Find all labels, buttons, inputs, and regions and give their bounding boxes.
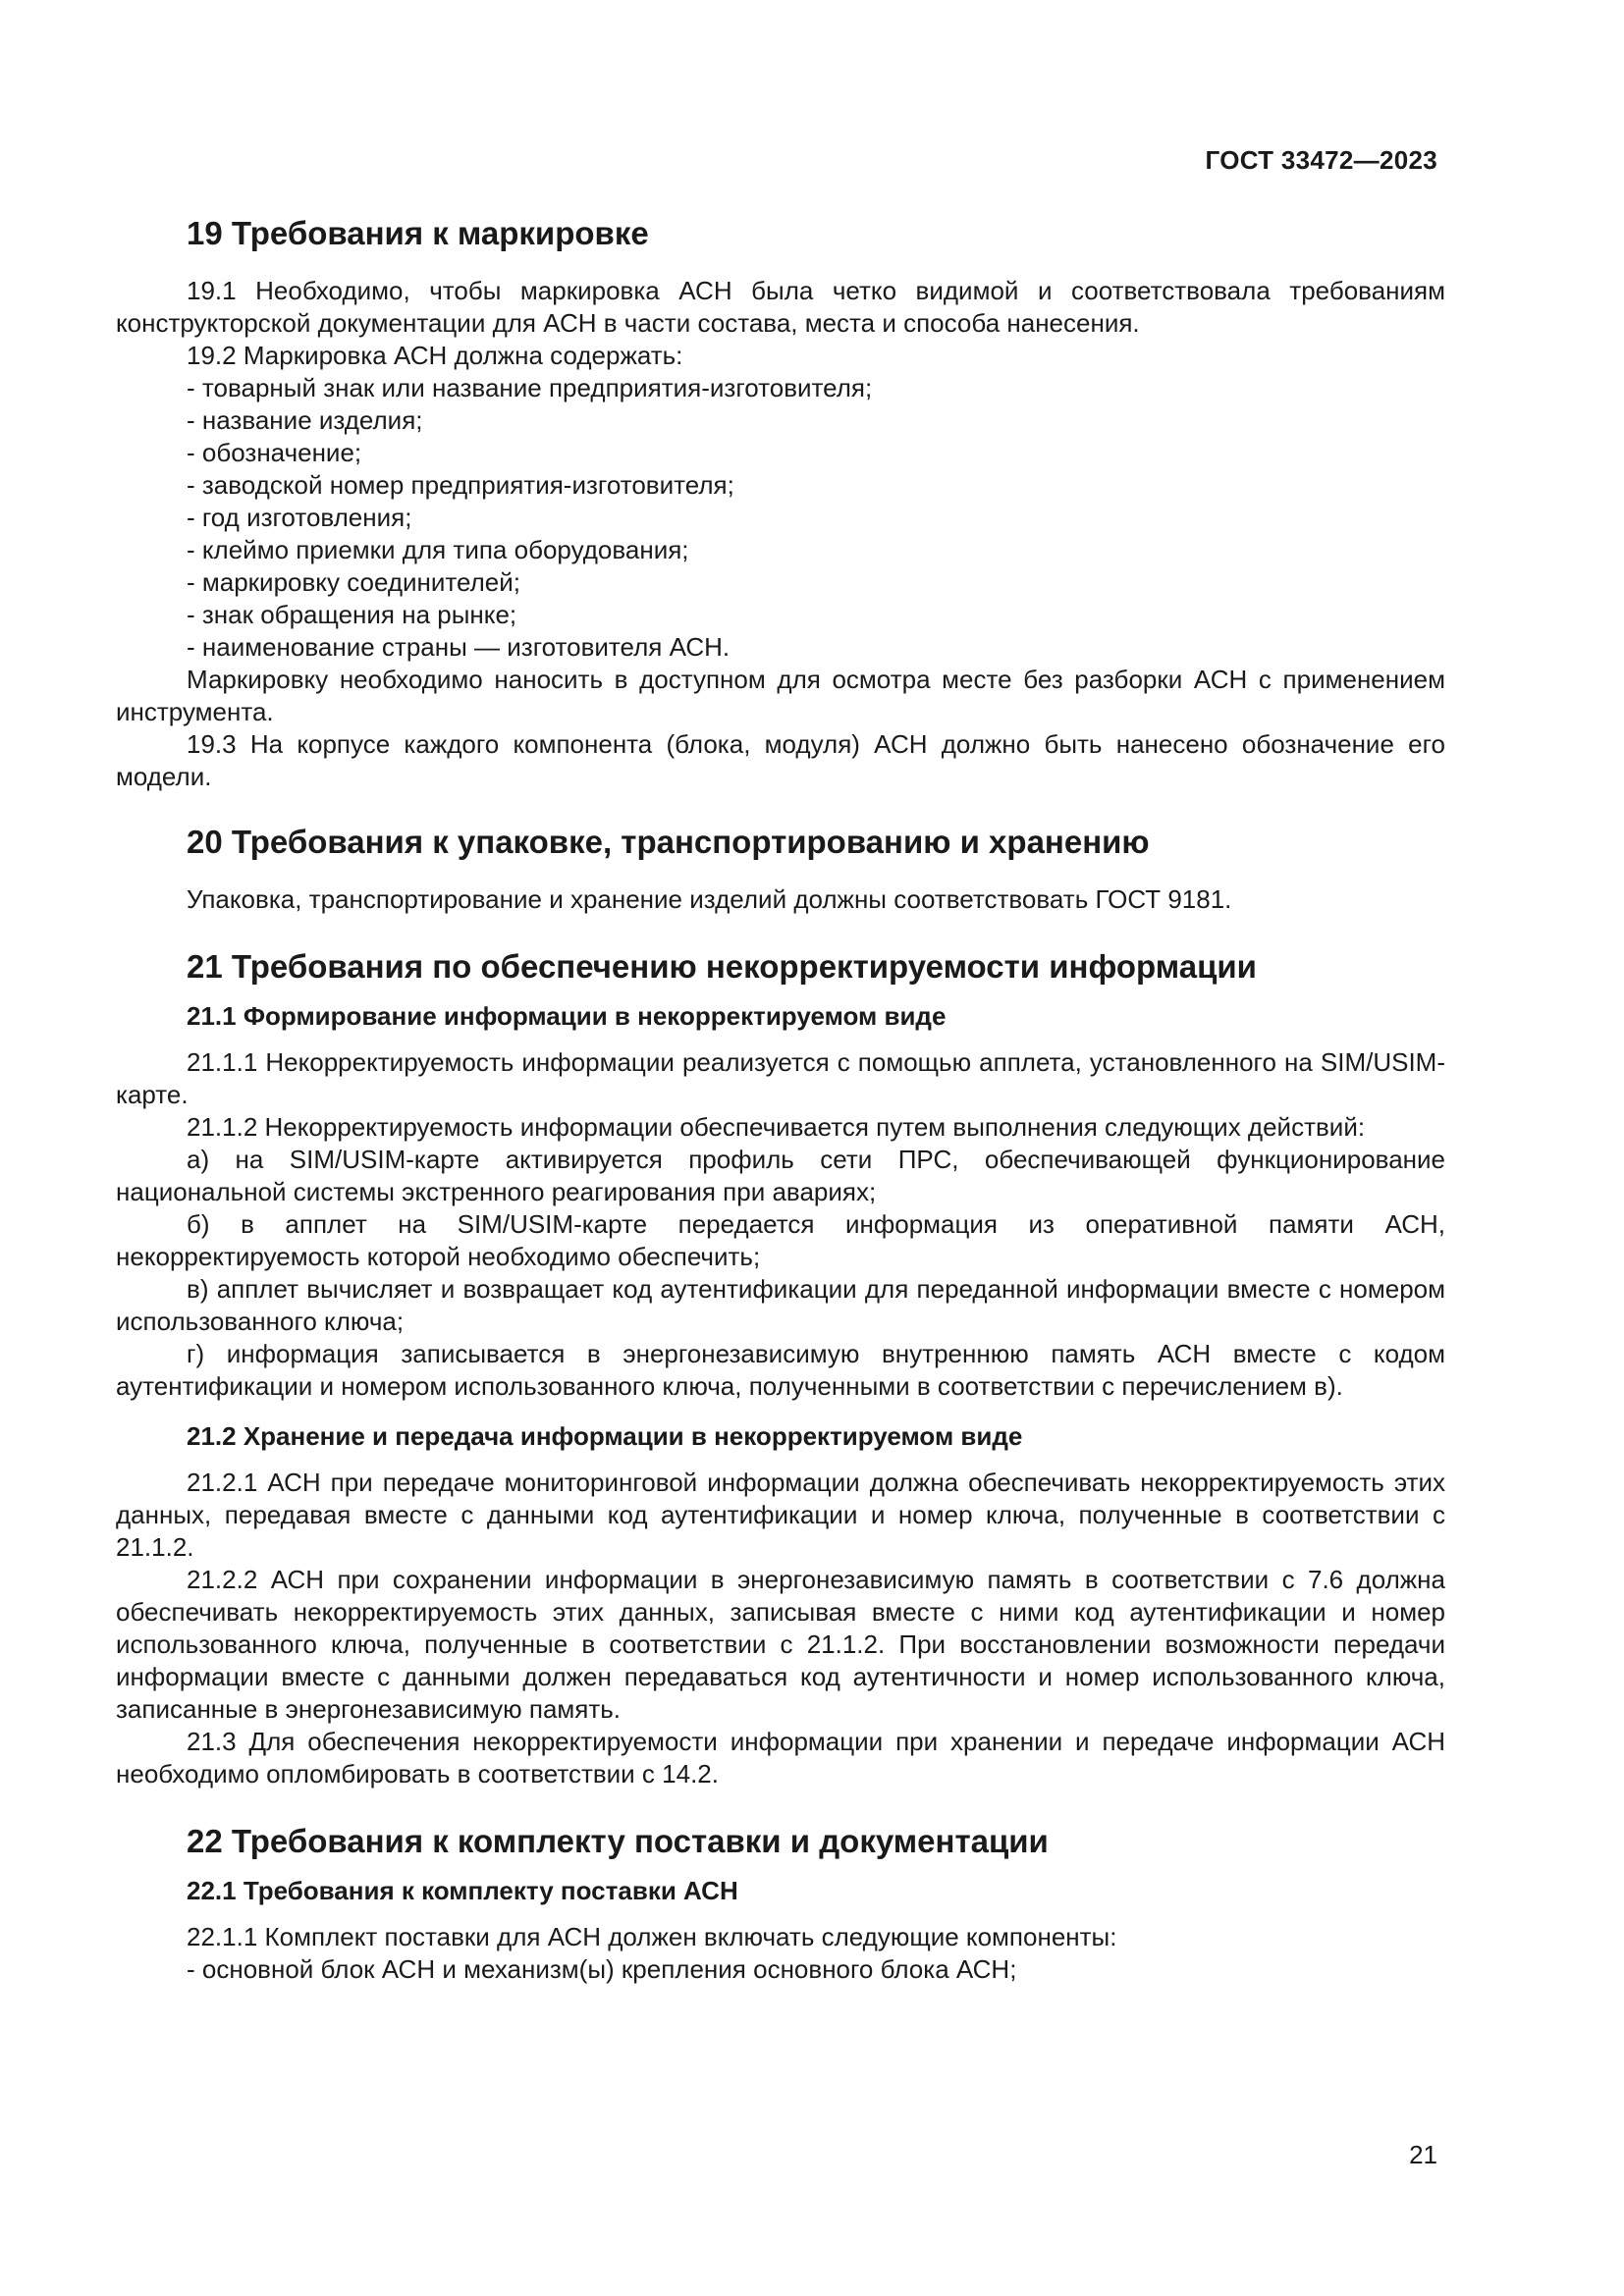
paragraph-21-1-2-v: в) апплет вычисляет и возвращает код аутентификации для переданной информации вместе с номером использованного ключа;: [116, 1274, 1445, 1336]
section-22-title: 22 Требования к комплекту поставки и документации: [187, 1823, 1049, 1859]
paragraph-19-1: 19.1 Необходимо, чтобы маркировка АСН была четко видимой и соответствовала требованиям конструкторской документации для АСН в части состава, места и способа нанесения.: [116, 276, 1445, 338]
list-item: - знак обращения на рынке;: [187, 600, 517, 629]
paragraph-21-2-2: 21.2.2 АСН при сохранении информации в энергонезависимую память в соответствии с 7.6 должна обеспечивать некорректируемость этих данных, записывая вместе с ними код аутентификации и номер использованного ключа, полученные в соответствии с 21.1.2. При восстановлении возможности передачи информации вместе с данными должен передаваться код аутентичности и номер использованного ключа, записанные в энергонезависимую память.: [116, 1565, 1445, 1724]
paragraph-21-1-2-a: а) на SIM/USIM-карте активируется профиль сети ПРС, обеспечивающей функционирование национальной системы экстренного реагирования при авариях;: [116, 1145, 1445, 1206]
paragraph-21-2-1: 21.2.1 АСН при передаче мониторинговой информации должна обеспечивать некорректируемость этих данных, передавая вместе с данными код аутентификации и номер ключа, полученные в соответствии с 21.1.2.: [116, 1468, 1445, 1562]
page-number: 21: [1409, 2140, 1437, 2169]
paragraph-21-1-2-b: б) в апплет на SIM/USIM-карте передается информация из оперативной памяти АСН, некорректируемость которой необходимо обеспечить;: [116, 1209, 1445, 1271]
section-20-title: 20 Требования к упаковке, транспортированию и хранению: [187, 824, 1150, 860]
list-item: - товарный знак или название предприятия-изготовителя;: [187, 373, 873, 402]
paragraph-21-1-2: 21.1.2 Некорректируемость информации обеспечивается путем выполнения следующих действий:: [187, 1112, 1366, 1142]
document-body: [116, 214, 1445, 1986]
list-item: - год изготовления;: [187, 503, 412, 532]
list-item: - название изделия;: [187, 405, 423, 435]
subsection-21-2-title: 21.2 Хранение и передача информации в некорректируемом виде: [187, 1421, 1023, 1451]
paragraph-21-1-1: 21.1.1 Некорректируемость информации реализуется с помощью апплета, установленного на SIM/USIM-карте.: [116, 1047, 1445, 1109]
subsection-21-1-title: 21.1 Формирование информации в некорректируемом виде: [187, 1001, 947, 1031]
section-19-title: 19 Требования к маркировке: [187, 215, 649, 251]
paragraph-21-3: 21.3 Для обеспечения некорректируемости информации при хранении и передаче информации АСН необходимо опломбировать в соответствии с 14.2.: [116, 1727, 1445, 1789]
subsection-22-1-title: 22.1 Требования к комплекту поставки АСН: [187, 1876, 738, 1905]
list-item: - заводской номер предприятия-изготовителя;: [187, 470, 734, 500]
paragraph-19-2-note: Маркировку необходимо наносить в доступном для осмотра месте без разборки АСН с применением инструмента.: [116, 665, 1445, 726]
section-21-title: 21 Требования по обеспечению некорректируемости информации: [187, 948, 1257, 985]
paragraph-21-1-2-g: г) информация записывается в энергонезависимую внутреннюю память АСН вместе с кодом аутентификации и номером использованного ключа, полученными в соответствии с перечислением в).: [116, 1339, 1445, 1401]
paragraph-20: Упаковка, транспортирование и хранение изделий должны соответствовать ГОСТ 9181.: [187, 884, 1232, 914]
paragraph-19-2: 19.2 Маркировка АСН должна содержать:: [187, 341, 683, 370]
document-header: ГОСТ 33472—2023: [1205, 145, 1437, 175]
paragraph-19-3: 19.3 На корпусе каждого компонента (блока, модуля) АСН должно быть нанесено обозначение его модели.: [116, 729, 1445, 791]
list-item: - маркировку соединителей;: [187, 567, 521, 597]
list-item: - наименование страны — изготовителя АСН.: [187, 632, 731, 662]
list-item: - клеймо приемки для типа оборудования;: [187, 535, 689, 564]
paragraph-22-1-1: 22.1.1 Комплект поставки для АСН должен включать следующие компоненты:: [187, 1922, 1117, 1951]
list-item: - обозначение;: [187, 438, 362, 467]
marking-list: [116, 372, 1445, 664]
list-item: - основной блок АСН и механизм(ы) крепления основного блока АСН;: [187, 1954, 1017, 1984]
